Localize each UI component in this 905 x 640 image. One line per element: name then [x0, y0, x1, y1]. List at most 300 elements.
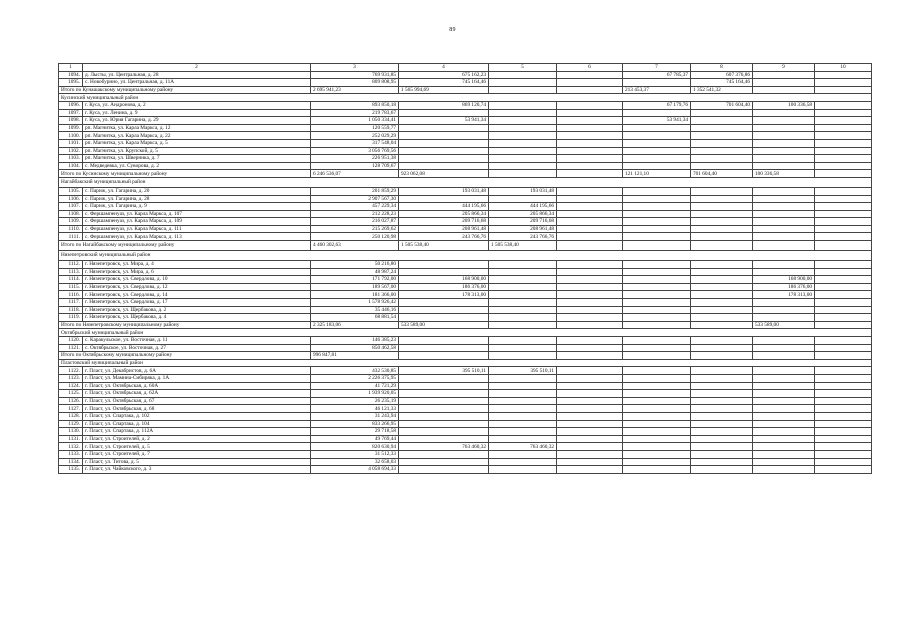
value-c5: [489, 382, 557, 390]
value-c10: [815, 225, 872, 233]
value-c3: 893 850,18: [311, 101, 399, 109]
value-c5: [489, 420, 557, 428]
value-c5: [489, 321, 557, 329]
address: г. Пласт, ул. Титова, д. 5: [83, 458, 311, 466]
table-row: [59, 276, 872, 284]
table-row: [59, 195, 872, 203]
value-c8: [691, 162, 753, 170]
value-c7: [623, 306, 691, 314]
value-c9: 186 376,00: [753, 283, 815, 291]
value-c3: 35 446,16: [311, 306, 399, 314]
value-c3: 215 269,62: [311, 225, 399, 233]
value-c9: 168 900,00: [753, 276, 815, 284]
address: с. Фершампенуаз, ул. Карла Маркса, д. 107: [83, 210, 311, 218]
value-c4: [399, 412, 489, 420]
value-c4: [399, 139, 489, 147]
value-c5: [489, 397, 557, 405]
value-c5: 444 195,66: [489, 203, 557, 211]
table-row: [59, 420, 872, 428]
value-c4: [399, 344, 489, 352]
total-label: Итого по Октябрьскому муниципальному району: [59, 352, 311, 360]
value-c9: [753, 466, 815, 474]
value-c9: [753, 139, 815, 147]
column-number-header-row: [59, 64, 872, 72]
value-c3: 1 939 920,05: [311, 390, 399, 398]
value-c9: [753, 344, 815, 352]
value-c3: 3 056 769,56: [311, 147, 399, 155]
value-c7: [623, 283, 691, 291]
value-c5: [489, 195, 557, 203]
address: г. Пласт, ул. Спартака, д. 112А: [83, 428, 311, 436]
value-c8: [691, 405, 753, 413]
address: рп. Магнитка, ул. Карла Маркса, д. 5: [83, 139, 311, 147]
district-section-row: [59, 359, 872, 367]
value-c8: [691, 352, 753, 360]
value-c8: 607 376,86: [691, 71, 753, 79]
value-c5: [489, 344, 557, 352]
row-number: 1099.: [59, 124, 83, 132]
row-number: 1123.: [59, 374, 83, 382]
value-c6: [557, 466, 623, 474]
row-number: 1109.: [59, 218, 83, 226]
address: г. Пласт, ул. Спартака, д. 102: [83, 412, 311, 420]
value-c6: [557, 428, 623, 436]
row-number: 1115.: [59, 283, 83, 291]
value-c6: [557, 210, 623, 218]
value-c6: [557, 225, 623, 233]
value-c9: [753, 162, 815, 170]
table-row: [59, 344, 872, 352]
value-c9: [753, 397, 815, 405]
value-c4: [399, 428, 489, 436]
value-c6: [557, 71, 623, 79]
value-c4: [399, 162, 489, 170]
value-c10: [815, 147, 872, 155]
value-c6: [557, 109, 623, 117]
address: с. Париж, ул. Гагарина, д. 28: [83, 195, 311, 203]
value-c6: [557, 195, 623, 203]
value-c7: [623, 299, 691, 307]
value-c3: 226 951,38: [311, 155, 399, 163]
value-c4: [399, 435, 489, 443]
row-number: 1094.: [59, 71, 83, 79]
row-number: 1107.: [59, 203, 83, 211]
row-number: 1114.: [59, 276, 83, 284]
row-number: 1100.: [59, 132, 83, 140]
address: с. Октябрьское, ул. Восточная, д. 27: [83, 344, 311, 352]
table-row: [59, 147, 872, 155]
district-total-row: [59, 352, 872, 360]
value-c5: [489, 291, 557, 299]
value-c5: [489, 405, 557, 413]
col-header-1: 1: [59, 64, 83, 72]
value-c9: [753, 382, 815, 390]
value-c4: [399, 458, 489, 466]
value-c5: [489, 139, 557, 147]
value-c3: 201 859,29: [311, 187, 399, 195]
value-c10: [815, 162, 872, 170]
value-c5: [489, 435, 557, 443]
value-c8: [691, 337, 753, 345]
table-row: [59, 139, 872, 147]
row-number: 1126.: [59, 397, 83, 405]
value-c4: [399, 397, 489, 405]
table-row: [59, 458, 872, 466]
value-c4: 745 164,46: [399, 79, 489, 87]
row-number: 1112.: [59, 261, 83, 269]
table-row: [59, 299, 872, 307]
table-row: [59, 428, 872, 436]
value-c3: 216 027,87: [311, 218, 399, 226]
value-c9: [753, 225, 815, 233]
address: г. Пласт, ул. Октябрьская, д. 60А: [83, 382, 311, 390]
value-c3: 41 721,29: [311, 382, 399, 390]
value-c9: [753, 241, 815, 251]
row-number: 1124.: [59, 382, 83, 390]
value-c3: 31 512,33: [311, 450, 399, 458]
value-c4: [399, 466, 489, 474]
value-c3: 317 548,04: [311, 139, 399, 147]
value-c3: 996 847,81: [311, 352, 399, 360]
value-c3: 212 228,23: [311, 210, 399, 218]
district-section-row: [59, 177, 872, 187]
address: г. Пласт, ул. Октябрьская, д. 68: [83, 405, 311, 413]
value-c8: [691, 276, 753, 284]
value-c8: [691, 187, 753, 195]
value-c4: [399, 261, 489, 269]
value-c5: [489, 124, 557, 132]
value-c4: 205 866,34: [399, 210, 489, 218]
value-c4: 186 376,00: [399, 283, 489, 291]
page-number: 89: [449, 27, 456, 33]
table-row: [59, 155, 872, 163]
value-c8: [691, 109, 753, 117]
district-total-row: [59, 86, 872, 94]
value-c4: [399, 155, 489, 163]
district-name: Нагайбакский муниципальный район: [59, 177, 872, 187]
value-c10: [815, 458, 872, 466]
col-header-3: 3: [311, 64, 399, 72]
table-row: [59, 412, 872, 420]
value-c4: 675 162,23: [399, 71, 489, 79]
value-c8: 745 164,46: [691, 79, 753, 87]
value-c9: [753, 435, 815, 443]
table-row: [59, 261, 872, 269]
value-c9: [753, 210, 815, 218]
value-c7: [623, 203, 691, 211]
value-c7: [623, 268, 691, 276]
value-c7: [623, 450, 691, 458]
value-c5: [489, 466, 557, 474]
value-c7: [623, 352, 691, 360]
value-c10: [815, 367, 872, 375]
value-c5: 208 961,48: [489, 225, 557, 233]
value-c4: [399, 268, 489, 276]
value-c6: [557, 374, 623, 382]
value-c5: [489, 261, 557, 269]
row-number: 1098.: [59, 117, 83, 125]
value-c9: [753, 390, 815, 398]
value-c9: [753, 450, 815, 458]
value-c4: [399, 109, 489, 117]
value-c4: 53 941,34: [399, 117, 489, 125]
value-c3: 769 931,85: [311, 71, 399, 79]
district-total-row: [59, 170, 872, 178]
address: г. Куса, ул. Ленина, д. 9: [83, 109, 311, 117]
row-number: 1113.: [59, 268, 83, 276]
value-c4: 1 505 538,40: [399, 241, 489, 251]
value-c8: [691, 218, 753, 226]
value-c5: [489, 155, 557, 163]
value-c3: 250 120,98: [311, 233, 399, 241]
value-c7: 53 941,34: [623, 117, 691, 125]
address: г. Пласт, ул. Октябрьская, д. 67: [83, 397, 311, 405]
value-c3: 432 530,85: [311, 367, 399, 375]
value-c6: [557, 147, 623, 155]
value-c10: [815, 428, 872, 436]
value-c10: [815, 132, 872, 140]
value-c4: [399, 450, 489, 458]
value-c7: [623, 155, 691, 163]
value-c4: [399, 299, 489, 307]
value-c9: [753, 71, 815, 79]
address: д. Лысты, ул. Центральная, д. 28: [83, 71, 311, 79]
table-row: [59, 124, 872, 132]
value-c7: [623, 225, 691, 233]
value-c7: [623, 412, 691, 420]
value-c4: [399, 132, 489, 140]
value-c4: [399, 374, 489, 382]
value-c5: [489, 101, 557, 109]
value-c6: [557, 218, 623, 226]
address: рп. Магнитка, ул. Карла Маркса, д. 12: [83, 124, 311, 132]
value-c10: [815, 155, 872, 163]
value-c9: 100 336,58: [753, 170, 815, 178]
value-c8: [691, 374, 753, 382]
value-c4: [399, 420, 489, 428]
value-c9: [753, 117, 815, 125]
table-row: [59, 203, 872, 211]
row-number: 1132.: [59, 443, 83, 451]
value-c8: [691, 435, 753, 443]
value-c3: 2 695 941,23: [311, 86, 399, 94]
row-number: 1130.: [59, 428, 83, 436]
district-total-row: [59, 241, 872, 251]
address: г. Пласт, ул. Декабристов, д. 6А: [83, 367, 311, 375]
value-c6: [557, 299, 623, 307]
value-c5: 1 505 538,40: [489, 241, 557, 251]
value-c3: 850 462,58: [311, 344, 399, 352]
value-c7: [623, 132, 691, 140]
value-c7: [623, 261, 691, 269]
value-c5: [489, 458, 557, 466]
value-c10: [815, 299, 872, 307]
address: г. Пласт, ул. Строителей, д. 2: [83, 435, 311, 443]
value-c4: [399, 390, 489, 398]
value-c3: 29 718,58: [311, 428, 399, 436]
value-c3: 50 216,80: [311, 261, 399, 269]
value-c8: [691, 233, 753, 241]
value-c3: 48 987,24: [311, 268, 399, 276]
value-c6: [557, 435, 623, 443]
col-header-4: 4: [399, 64, 489, 72]
capital-repair-table: [58, 63, 872, 474]
table-row: [59, 435, 872, 443]
row-number: 1105.: [59, 187, 83, 195]
value-c3: 68 881,54: [311, 314, 399, 322]
value-c6: [557, 203, 623, 211]
value-c9: [753, 306, 815, 314]
value-c6: [557, 79, 623, 87]
value-c8: [691, 344, 753, 352]
value-c3: 49 769,44: [311, 435, 399, 443]
value-c10: [815, 276, 872, 284]
address: с. Париж, ул. Гагарина, д. 9: [83, 203, 311, 211]
value-c8: [691, 210, 753, 218]
value-c5: [489, 390, 557, 398]
value-c10: [815, 139, 872, 147]
value-c7: [623, 466, 691, 474]
value-c3: 46 121,33: [311, 405, 399, 413]
value-c4: [399, 195, 489, 203]
value-c4: [399, 147, 489, 155]
value-c9: [753, 299, 815, 307]
value-c8: [691, 283, 753, 291]
value-c6: [557, 291, 623, 299]
value-c9: [753, 147, 815, 155]
value-c9: [753, 314, 815, 322]
value-c6: [557, 352, 623, 360]
value-c5: [489, 268, 557, 276]
value-c9: [753, 233, 815, 241]
value-c5: [489, 86, 557, 94]
row-number: 1131.: [59, 435, 83, 443]
row-number: 1104.: [59, 162, 83, 170]
value-c7: [623, 124, 691, 132]
value-c6: [557, 344, 623, 352]
address: г. Нязепетровск, ул. Мира, д. 4: [83, 261, 311, 269]
value-c10: [815, 233, 872, 241]
value-c7: 67 785,37: [623, 71, 691, 79]
value-c6: [557, 241, 623, 251]
value-c9: [753, 187, 815, 195]
value-c5: [489, 337, 557, 345]
value-c10: [815, 382, 872, 390]
district-name: Кусинский муниципальный район: [59, 94, 872, 102]
table-row: [59, 132, 872, 140]
value-c7: [623, 458, 691, 466]
value-c9: [753, 337, 815, 345]
value-c4: [399, 352, 489, 360]
value-c8: [691, 155, 753, 163]
value-c10: [815, 268, 872, 276]
value-c8: [691, 390, 753, 398]
value-c9: 533 589,00: [753, 321, 815, 329]
value-c7: [623, 420, 691, 428]
value-c10: [815, 390, 872, 398]
value-c4: [399, 405, 489, 413]
value-c9: [753, 268, 815, 276]
row-number: 1120.: [59, 337, 83, 345]
address: с. Париж, ул. Гагарина, д. 20: [83, 187, 311, 195]
value-c9: [753, 443, 815, 451]
value-c3: 833 266,95: [311, 420, 399, 428]
value-c5: [489, 162, 557, 170]
value-c10: [815, 187, 872, 195]
value-c8: [691, 314, 753, 322]
value-c10: [815, 450, 872, 458]
value-c9: [753, 109, 815, 117]
address: с. Фершампенуаз, ул. Карла Маркса, д. 113: [83, 233, 311, 241]
value-c10: [815, 435, 872, 443]
value-c5: [489, 71, 557, 79]
value-c6: [557, 390, 623, 398]
district-section-row: [59, 94, 872, 102]
col-header-8: 8: [691, 64, 753, 72]
value-c10: [815, 195, 872, 203]
value-c10: [815, 306, 872, 314]
value-c5: 763 460,32: [489, 443, 557, 451]
value-c4: 209 716,68: [399, 218, 489, 226]
address: с. Новобурино, ул. Центральная, д. 11А: [83, 79, 311, 87]
table-row: [59, 117, 872, 125]
value-c8: [691, 443, 753, 451]
address: г. Пласт, ул. Октябрьская, д. 62А: [83, 390, 311, 398]
district-name: Пластовский муниципальный район: [59, 359, 872, 367]
value-c8: [691, 291, 753, 299]
value-c7: [623, 344, 691, 352]
row-number: 1108.: [59, 210, 83, 218]
row-number: 1121.: [59, 344, 83, 352]
address: г. Пласт, ул. Спартака, д. 104: [83, 420, 311, 428]
value-c8: 1 352 541,32: [691, 86, 753, 94]
value-c10: [815, 405, 872, 413]
col-header-9: 9: [753, 64, 815, 72]
value-c10: [815, 374, 872, 382]
address: рп. Магнитка, ул. Карла Маркса, д. 22: [83, 132, 311, 140]
value-c6: [557, 314, 623, 322]
value-c8: [691, 420, 753, 428]
value-c9: [753, 367, 815, 375]
value-c7: [623, 390, 691, 398]
value-c5: 209 716,68: [489, 218, 557, 226]
row-number: 1135.: [59, 466, 83, 474]
value-c7: [623, 233, 691, 241]
value-c7: [623, 405, 691, 413]
value-c9: [753, 195, 815, 203]
value-c7: [623, 397, 691, 405]
value-c10: [815, 109, 872, 117]
value-c6: [557, 412, 623, 420]
address: г. Пласт, ул. Чайковского, д. 3: [83, 466, 311, 474]
row-number: 1110.: [59, 225, 83, 233]
value-c6: [557, 420, 623, 428]
value-c3: 26 235,19: [311, 397, 399, 405]
value-c5: [489, 428, 557, 436]
value-c5: [489, 352, 557, 360]
value-c3: 1 578 926,42: [311, 299, 399, 307]
value-c10: [815, 101, 872, 109]
value-c6: [557, 101, 623, 109]
value-c10: [815, 321, 872, 329]
row-number: 1111.: [59, 233, 83, 241]
row-number: 1118.: [59, 306, 83, 314]
district-section-row: [59, 329, 872, 337]
col-header-6: 6: [557, 64, 623, 72]
address: г. Куса, ул. Юрия Гагарина, д. 29: [83, 117, 311, 125]
total-label: Итого по Кунашакскому муниципальному району: [59, 86, 311, 94]
value-c4: 869 120,74: [399, 101, 489, 109]
